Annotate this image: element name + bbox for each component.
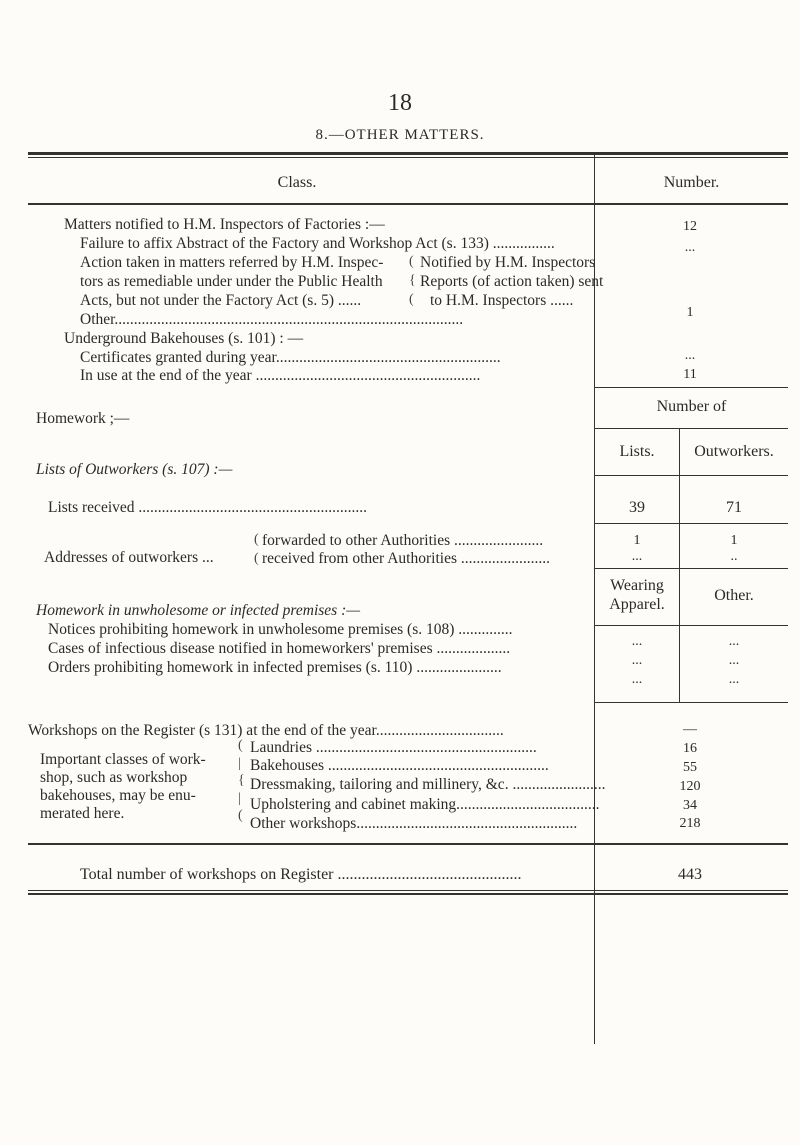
action-line-2: tors as remediable under under the Public Health bbox=[80, 273, 383, 290]
other-workshops-row: Other workshops......................................................... bbox=[250, 815, 578, 832]
total-top-rule bbox=[28, 843, 788, 845]
workshops-register-value: — bbox=[683, 722, 697, 737]
notices-other: ... bbox=[728, 634, 740, 649]
action-line-1: Action taken in matters referred by H.M. Inspec- bbox=[80, 254, 384, 271]
addresses-label: Addresses of outworkers ... bbox=[44, 549, 214, 566]
notified-line-1: Notified by H.M. Inspectors bbox=[420, 254, 596, 271]
important-line-1: Important classes of work- bbox=[40, 751, 206, 768]
orders-row: Orders prohibiting homework in infected premises (s. 110) ...................... bbox=[48, 659, 502, 676]
total-value: 443 bbox=[678, 866, 702, 883]
wearing-header-rule bbox=[595, 625, 788, 626]
section-heading: 8.—OTHER MATTERS. bbox=[315, 127, 485, 143]
lists-header-rule bbox=[595, 475, 788, 476]
notified-line-2: Reports (of action taken) sent bbox=[420, 273, 604, 290]
lists-title: Lists of Outworkers (s. 107) :— bbox=[36, 461, 233, 478]
lists-received-rule bbox=[595, 523, 788, 524]
in-use-value: 11 bbox=[683, 367, 697, 382]
upholstering-row: Upholstering and cabinet making..................................... bbox=[250, 796, 600, 813]
action-line-3: Acts, but not under the Factory Act (s. 5) ...... bbox=[80, 292, 362, 309]
other-workshops-value: 218 bbox=[679, 816, 701, 831]
dressmaking-value: 120 bbox=[679, 779, 701, 794]
number-of-rule bbox=[595, 428, 788, 429]
cases-row: Cases of infectious disease notified in homeworkers' premises ................... bbox=[48, 640, 511, 657]
dressmaking-row: Dressmaking, tailoring and millinery, &c. ........................ bbox=[250, 776, 606, 793]
received-lists: ... bbox=[631, 549, 643, 564]
page-number: 18 bbox=[388, 90, 412, 116]
received-outworkers: .. bbox=[730, 549, 738, 564]
laundries-row: Laundries ......................................................... bbox=[250, 739, 537, 756]
laundries-value: 16 bbox=[683, 741, 697, 756]
orders-wearing: ... bbox=[631, 672, 643, 687]
number-of-header: Number of bbox=[656, 398, 727, 415]
lists-header: Lists. bbox=[619, 443, 655, 460]
other-row: Other.......................................................................................... bbox=[80, 311, 464, 328]
bottom-rule-thin bbox=[28, 890, 788, 891]
forwarded-row: forwarded to other Authorities ....................... bbox=[262, 532, 544, 549]
addresses-brace: ( ( bbox=[254, 532, 259, 566]
workshops-register-row: Workshops on the Register (s 131) at the end of the year................................. bbox=[28, 722, 504, 739]
class-header: Class. bbox=[277, 174, 317, 191]
matters-intro: Matters notified to H.M. Inspectors of Factories :— bbox=[64, 216, 385, 233]
underground-title: Underground Bakehouses (s. 101) : — bbox=[64, 330, 304, 347]
notices-row: Notices prohibiting homework in unwholesome premises (s. 108) .............. bbox=[48, 621, 513, 638]
top-rule-thick bbox=[28, 152, 788, 155]
lists-received-lists: 39 bbox=[629, 499, 645, 516]
wearing-apparel-label: Wearing Apparel. bbox=[609, 577, 665, 613]
lists-received-row: Lists received ........................................................... bbox=[48, 499, 368, 516]
certificates-value: ... bbox=[684, 348, 696, 363]
other-header: Other. bbox=[714, 587, 754, 604]
bakehouses-row: Bakehouses ......................................................... bbox=[250, 757, 549, 774]
homework-top-rule bbox=[595, 387, 788, 388]
forwarded-outworkers: 1 bbox=[730, 533, 738, 548]
important-line-3: bakehouses, may be enu- bbox=[40, 787, 196, 804]
important-line-4: merated here. bbox=[40, 805, 125, 822]
in-use-row: In use at the end of the year .......................................................... bbox=[80, 367, 481, 384]
received-row: received from other Authorities ....................... bbox=[262, 550, 550, 567]
number-header: Number. bbox=[663, 174, 720, 191]
forwarded-lists: 1 bbox=[633, 533, 641, 548]
top-rule-thin bbox=[28, 157, 788, 158]
header-rule bbox=[28, 203, 788, 205]
important-line-2: shop, such as workshop bbox=[40, 769, 188, 786]
action-brace: ( { ( bbox=[409, 254, 416, 307]
workshops-brace: ( | { | ( bbox=[238, 738, 245, 823]
notices-wearing: ... bbox=[631, 634, 643, 649]
orders-other: ... bbox=[728, 672, 740, 687]
cases-wearing: ... bbox=[631, 653, 643, 668]
addresses-rule bbox=[595, 568, 788, 569]
cases-other: ... bbox=[728, 653, 740, 668]
upholstering-value: 34 bbox=[683, 798, 697, 813]
failure-row: Failure to affix Abstract of the Factory and Workshop Act (s. 133) ................ bbox=[80, 235, 555, 252]
failure-value: 12 bbox=[683, 219, 697, 234]
unwholesome-title: Homework in unwholesome or infected premises :— bbox=[36, 602, 361, 619]
wearing-apparel-header bbox=[595, 576, 679, 614]
unwholesome-rule bbox=[595, 702, 788, 703]
total-row: Total number of workshops on Register .............................................. bbox=[80, 866, 522, 883]
notified-line-3: to H.M. Inspectors ...... bbox=[430, 292, 574, 309]
bakehouses-value: 55 bbox=[683, 760, 697, 775]
homework-title: Homework ;— bbox=[36, 410, 130, 427]
notified-value: ... bbox=[684, 240, 696, 255]
lists-received-outworkers: 71 bbox=[726, 499, 742, 516]
outworkers-header: Outworkers. bbox=[694, 443, 774, 460]
certificates-row: Certificates granted during year.......................................................... bbox=[80, 349, 501, 366]
other-value: 1 bbox=[686, 305, 694, 320]
bottom-rule-thick bbox=[28, 893, 788, 895]
